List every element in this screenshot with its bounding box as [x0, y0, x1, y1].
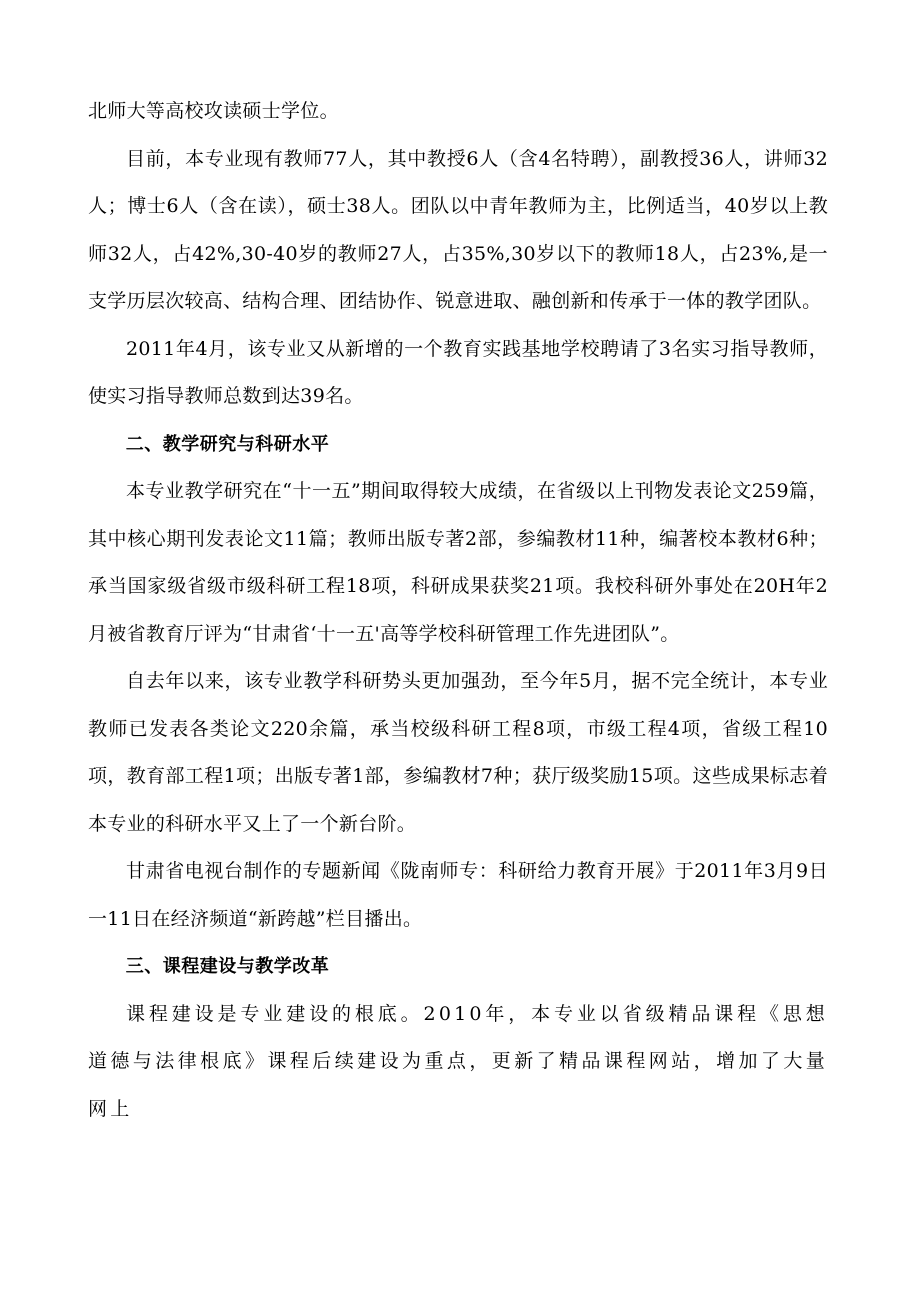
section-heading-curriculum: 三、课程建设与教学改革: [125, 956, 330, 977]
paragraph-internship-instructors: 2011年4月，该专业又从新增的一个教育实践基地学校聘请了3名实习指导教师，使实习指导教师总数到达39名。: [88, 337, 828, 407]
paragraph-recent-research: 自去年以来，该专业教学科研势头更加强劲，至今年5月，据不完全统计，本专业教师已发表各类论文220余篇，承当校级科研工程8项，市级工程4项，省级工程10项，教育部工程1项；出版专著1部，参编教材7种；获厅级奖励15项。这些成果标志着本专业的科研水平又上了一个新台阶。: [88, 670, 828, 835]
paragraph-research-achievements: 本专业教学研究在“十一五”期间取得较大成绩，在省级以上刊物发表论文259篇，其中核心期刊发表论文11篇；教师出版专著2部，参编教材11种，编著校本教材6种；承当国家级省级市级科研工程18项，科研成果获奖21项。我校科研外事处在20H年2月被省教育厅评为“甘肃省‘十一五'高等学校科研管理工作先进团队”。: [88, 480, 828, 645]
paragraph-faculty-composition: 目前，本专业现有教师77人，其中教授6人（含4名特聘），副教授36人，讲师32人；博士6人（含在读），硕士38人。团队以中青年教师为主，比例适当，40岁以上教师32人，占42%,30-40岁的教师27人，占35%,30岁以下的教师18人，占23%,是一支学历层次较高、结构合理、团结协作、锐意进取、融创新和传承于一体的教学团队。: [88, 147, 828, 312]
section-heading-research: 二、教学研究与科研水平: [125, 433, 330, 455]
paragraph-tv-news: 甘肃省电视台制作的专题新闻《陇南师专：科研给力教育开展》于2011年3月9日一11日在经济频道“新跨越”栏目播出。: [88, 860, 828, 930]
document-page: [88, 88, 828, 1133]
paragraph-continuation: 北师大等高校攻读硕士学位。: [88, 100, 339, 122]
paragraph-curriculum-building: 课程建设是专业建设的根底。2010年，本专业以省级精品课程《思想道德与法律根底》课程后续建设为重点，更新了精品课程网站，增加了大量网上: [88, 1002, 828, 1120]
